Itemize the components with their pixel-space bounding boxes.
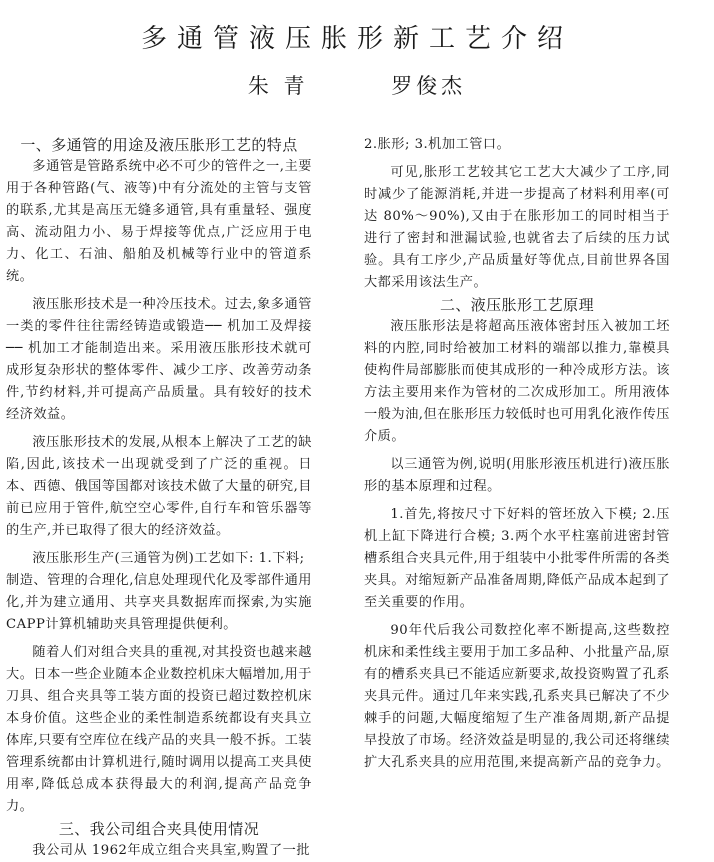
section-heading-1: 一、多通管的用途及液压胀形工艺的特点 <box>20 136 298 154</box>
right-column <box>364 134 670 774</box>
left-column <box>6 134 312 862</box>
paragraph: 2.胀形; 3.机加工管口。 <box>364 137 511 152</box>
paragraph: 可见,胀形工艺较其它工艺大大减少了工序,同时减少了能源消耗,并进一步提高了材料利用率(可达 80%～90%),又由于在胀形加工的同时相当于进行了密封和泄漏试验,也就省去了后续的压力试验。具有工序少,产品质量好等优点,目前世界各国大都采用该法生产。 <box>364 165 670 290</box>
paragraph: 以三通管为例,说明(用胀形液压机进行)液压胀形的基本原理和过程。 <box>364 457 670 494</box>
section-heading-2: 二、液压胀形工艺原理 <box>439 296 594 314</box>
paragraph: 我公司从 1962年成立组合夹具室,购置了一批 <box>32 843 311 858</box>
article-title: 多通管液压胀形新工艺介绍 <box>140 24 573 54</box>
paragraph: 多通管是管路系统中必不可少的管件之一,主要用于各种管路(气、液等)中有分流处的主管与支管的联系,尤其是高压无缝多通管,具有重量轻、强度高、流动阻力小、易于焊接等优点,广泛应用于电力、化工、石油、船舶及机械等行业中的管道系统。 <box>6 159 312 284</box>
paragraph: 制造、管理的合理化,信息处理现代化及零部件通用化,并为建立通用、共享夹具数据库而探索,为实施CAPP计算机辅助夹具管理提供便利。 <box>6 573 312 632</box>
paragraph: 随着人们对组合夹具的重视,对其投资也越来越大。日本一些企业随本企业数控机床大幅增加,用于刀具、组合夹具等工装方面的投资已超过数控机床本身价值。这些企业的柔性制造系统都设有夹具立体库,只要有空库位在线产品的夹具一般不拆。工装管理系统都由计算机进行,随时调用以提高工夹具使用率,降低总成本获得最大的利润,提高产品竞争力。 <box>6 645 312 814</box>
section-heading-3: 三、我公司组合夹具使用情况 <box>58 820 260 838</box>
paragraph: 1.首先,将按尺寸下好料的管坯放入下模; 2.压机上缸下降进行合模; 3.两个水平柱塞前进密封管槽系组合夹具元件,用于组装中小批零件所需的各类夹具。对缩短新产品准备周期,降低产品成本起到了至关重要的作用。 <box>364 507 670 610</box>
paragraph: 90年代后我公司数控化率不断提高,这些数控机床和柔性线主要用于加工多品种、小批量产品,原有的槽系夹具已不能适应新要求,故投资购置了孔系夹具元件。通过几年来实践,孔系夹具已解决了不少棘手的问题,大幅度缩短了生产准备周期,新产品提早投放了市场。经济效益是明显的,我公司还将继续扩大孔系夹具的应用范围,来提高新产品的竞争力。 <box>364 623 670 770</box>
paragraph: 液压胀形法是将超高压液体密封压入被加工坯料的内腔,同时给被加工材料的端部以推力,靠模具使构件局部膨胀而使其成形的一种冷成形方法。该方法主要用来作为管材的二次成形加工。所用液体一般为油,但在胀形压力较低时也可用乳化液作传压介质。 <box>364 319 670 444</box>
author-line <box>0 70 714 100</box>
paragraph: 液压胀形技术的发展,从根本上解决了工艺的缺陷,因此,该技术一出现就受到了广泛的重视。日本、西德、俄国等国都对该技术做了大量的研究,目前已应用于管件,航空空心零件,自行车和管乐器等的生产,并已取得了很大的经济效益。 <box>6 435 312 538</box>
author-name: 朱 青 <box>247 74 309 98</box>
paragraph: 液压胀形技术是一种冷压技术。过去,象多通管一类的零件往往需经铸造或锻造── 机加工及焊接 ── 机加工才能制造出来。采用液压胀形技术就可成形复杂形状的整体零件、减少工序、改善劳动条件,节约材料,并可提高产品质量。具有较好的技术经济效益。 <box>6 297 312 422</box>
author-name: 罗俊杰 <box>391 74 467 98</box>
paragraph: 液压胀形生产(三通管为例)工艺如下: 1.下料; <box>32 551 305 566</box>
